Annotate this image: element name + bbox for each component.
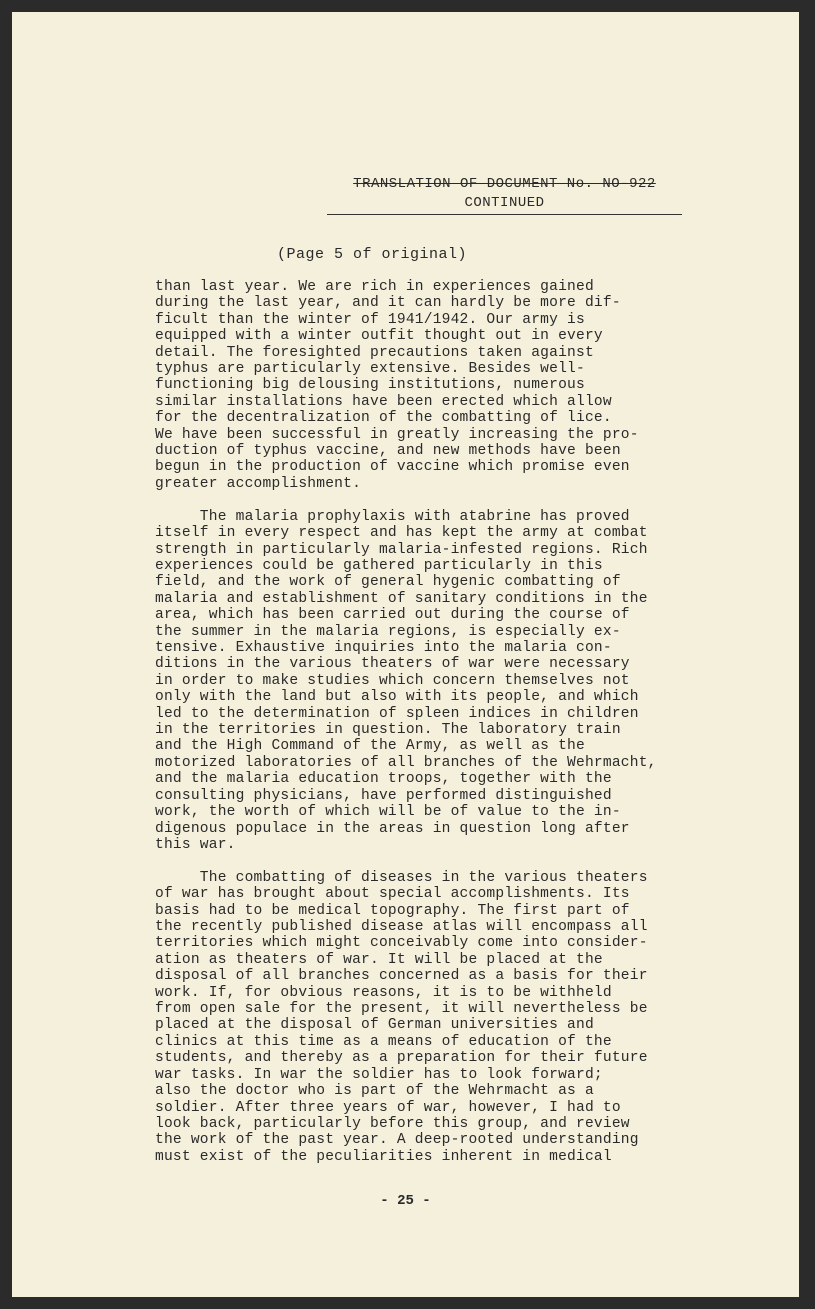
text-line: students, and thereby as a preparation for their future bbox=[155, 1050, 648, 1067]
text-line: the work of the past year. A deep-rooted understanding bbox=[155, 1132, 639, 1149]
text-line: and the High Command of the Army, as well as the bbox=[155, 738, 585, 755]
page-reference: (Page 5 of original) bbox=[277, 246, 468, 263]
text-line: led to the determination of spleen indices in children bbox=[155, 705, 639, 722]
text-line: ficult than the winter of 1941/1942. Our army is bbox=[155, 311, 585, 328]
text-line: typhus are particularly extensive. Besides well- bbox=[155, 361, 585, 378]
text-line: equipped with a winter outfit thought out in every bbox=[155, 328, 603, 345]
text-line: digenous populace in the areas in question long after bbox=[155, 820, 630, 837]
paragraph bbox=[155, 279, 730, 492]
text-line: The combatting of diseases in the various theaters bbox=[155, 869, 648, 886]
text-line: tensive. Exhaustive inquiries into the malaria con- bbox=[155, 640, 612, 657]
text-line: from open sale for the present, it will nevertheless be bbox=[155, 1001, 648, 1018]
text-line: malaria and establishment of sanitary conditions in the bbox=[155, 590, 648, 607]
text-line: war tasks. In war the soldier has to look forward; bbox=[155, 1066, 603, 1083]
text-line: basis had to be medical topography. The first part of bbox=[155, 902, 630, 919]
text-line: also the doctor who is part of the Wehrmacht as a bbox=[155, 1083, 594, 1100]
text-line: territories which might conceivably come into consider- bbox=[155, 935, 648, 952]
header-title: TRANSLATION OF DOCUMENT No. NO-922 bbox=[353, 176, 656, 192]
text-line: look back, particularly before this group, and review bbox=[155, 1115, 630, 1132]
paragraph bbox=[155, 870, 730, 1165]
text-line: than last year. We are rich in experiences gained bbox=[155, 279, 594, 295]
header-subtitle: CONTINUED bbox=[464, 195, 545, 211]
text-line: ditions in the various theaters of war were necessary bbox=[155, 656, 630, 673]
document-body bbox=[155, 279, 730, 1182]
text-line: placed at the disposal of German universities and bbox=[155, 1017, 594, 1034]
page-number: - 25 - bbox=[380, 1193, 431, 1209]
text-line: soldier. After three years of war, however, I had to bbox=[155, 1099, 621, 1116]
text-line: disposal of all branches concerned as a basis for their bbox=[155, 968, 648, 985]
text-line: must exist of the peculiarities inherent in medical bbox=[155, 1148, 612, 1165]
text-line: of war has brought about special accomplishments. Its bbox=[155, 886, 630, 903]
text-line: in the territories in question. The laboratory train bbox=[155, 722, 621, 739]
text-line: The malaria prophylaxis with atabrine has proved bbox=[155, 508, 630, 525]
text-line: in order to make studies which concern themselves not bbox=[155, 672, 630, 689]
text-line: for the decentralization of the combatting of lice. bbox=[155, 410, 612, 427]
text-line: We have been successful in greatly increasing the pro- bbox=[155, 426, 639, 443]
document-header bbox=[327, 175, 682, 215]
text-line: this war. bbox=[155, 836, 236, 853]
text-line: the summer in the malaria regions, is especially ex- bbox=[155, 623, 621, 640]
text-line: experiences could be gathered particularly in this bbox=[155, 558, 603, 574]
text-line: strength in particularly malaria-infested regions. Rich bbox=[155, 541, 648, 558]
text-line: during the last year, and it can hardly be more dif- bbox=[155, 295, 621, 312]
text-line: greater accomplishment. bbox=[155, 475, 362, 492]
text-line: detail. The foresighted precautions taken against bbox=[155, 344, 594, 361]
text-line: itself in every respect and has kept the army at combat bbox=[155, 525, 648, 542]
text-line: begun in the production of vaccine which promise even bbox=[155, 459, 630, 476]
text-line: motorized laboratories of all branches of the Wehrmacht, bbox=[155, 754, 657, 771]
document-page bbox=[12, 12, 799, 1297]
text-line: consulting physicians, have performed distinguished bbox=[155, 787, 612, 804]
text-line: area, which has been carried out during the course of bbox=[155, 607, 630, 624]
text-line: functioning big delousing institutions, numerous bbox=[155, 377, 585, 394]
text-line: the recently published disease atlas will encompass all bbox=[155, 919, 648, 936]
text-line: similar installations have been erected which allow bbox=[155, 393, 612, 410]
text-line: work. If, for obvious reasons, it is to be withheld bbox=[155, 984, 612, 1001]
text-line: duction of typhus vaccine, and new methods have been bbox=[155, 443, 621, 460]
paragraph bbox=[155, 509, 730, 854]
header-rule bbox=[327, 214, 682, 215]
text-line: ation as theaters of war. It will be placed at the bbox=[155, 951, 603, 968]
text-line: field, and the work of general hygenic combatting of bbox=[155, 574, 621, 591]
text-line: and the malaria education troops, together with the bbox=[155, 771, 612, 788]
text-line: work, the worth of which will be of value to the in- bbox=[155, 804, 621, 821]
text-line: clinics at this time as a means of education of the bbox=[155, 1033, 612, 1050]
text-line: only with the land but also with its people, and which bbox=[155, 689, 639, 706]
